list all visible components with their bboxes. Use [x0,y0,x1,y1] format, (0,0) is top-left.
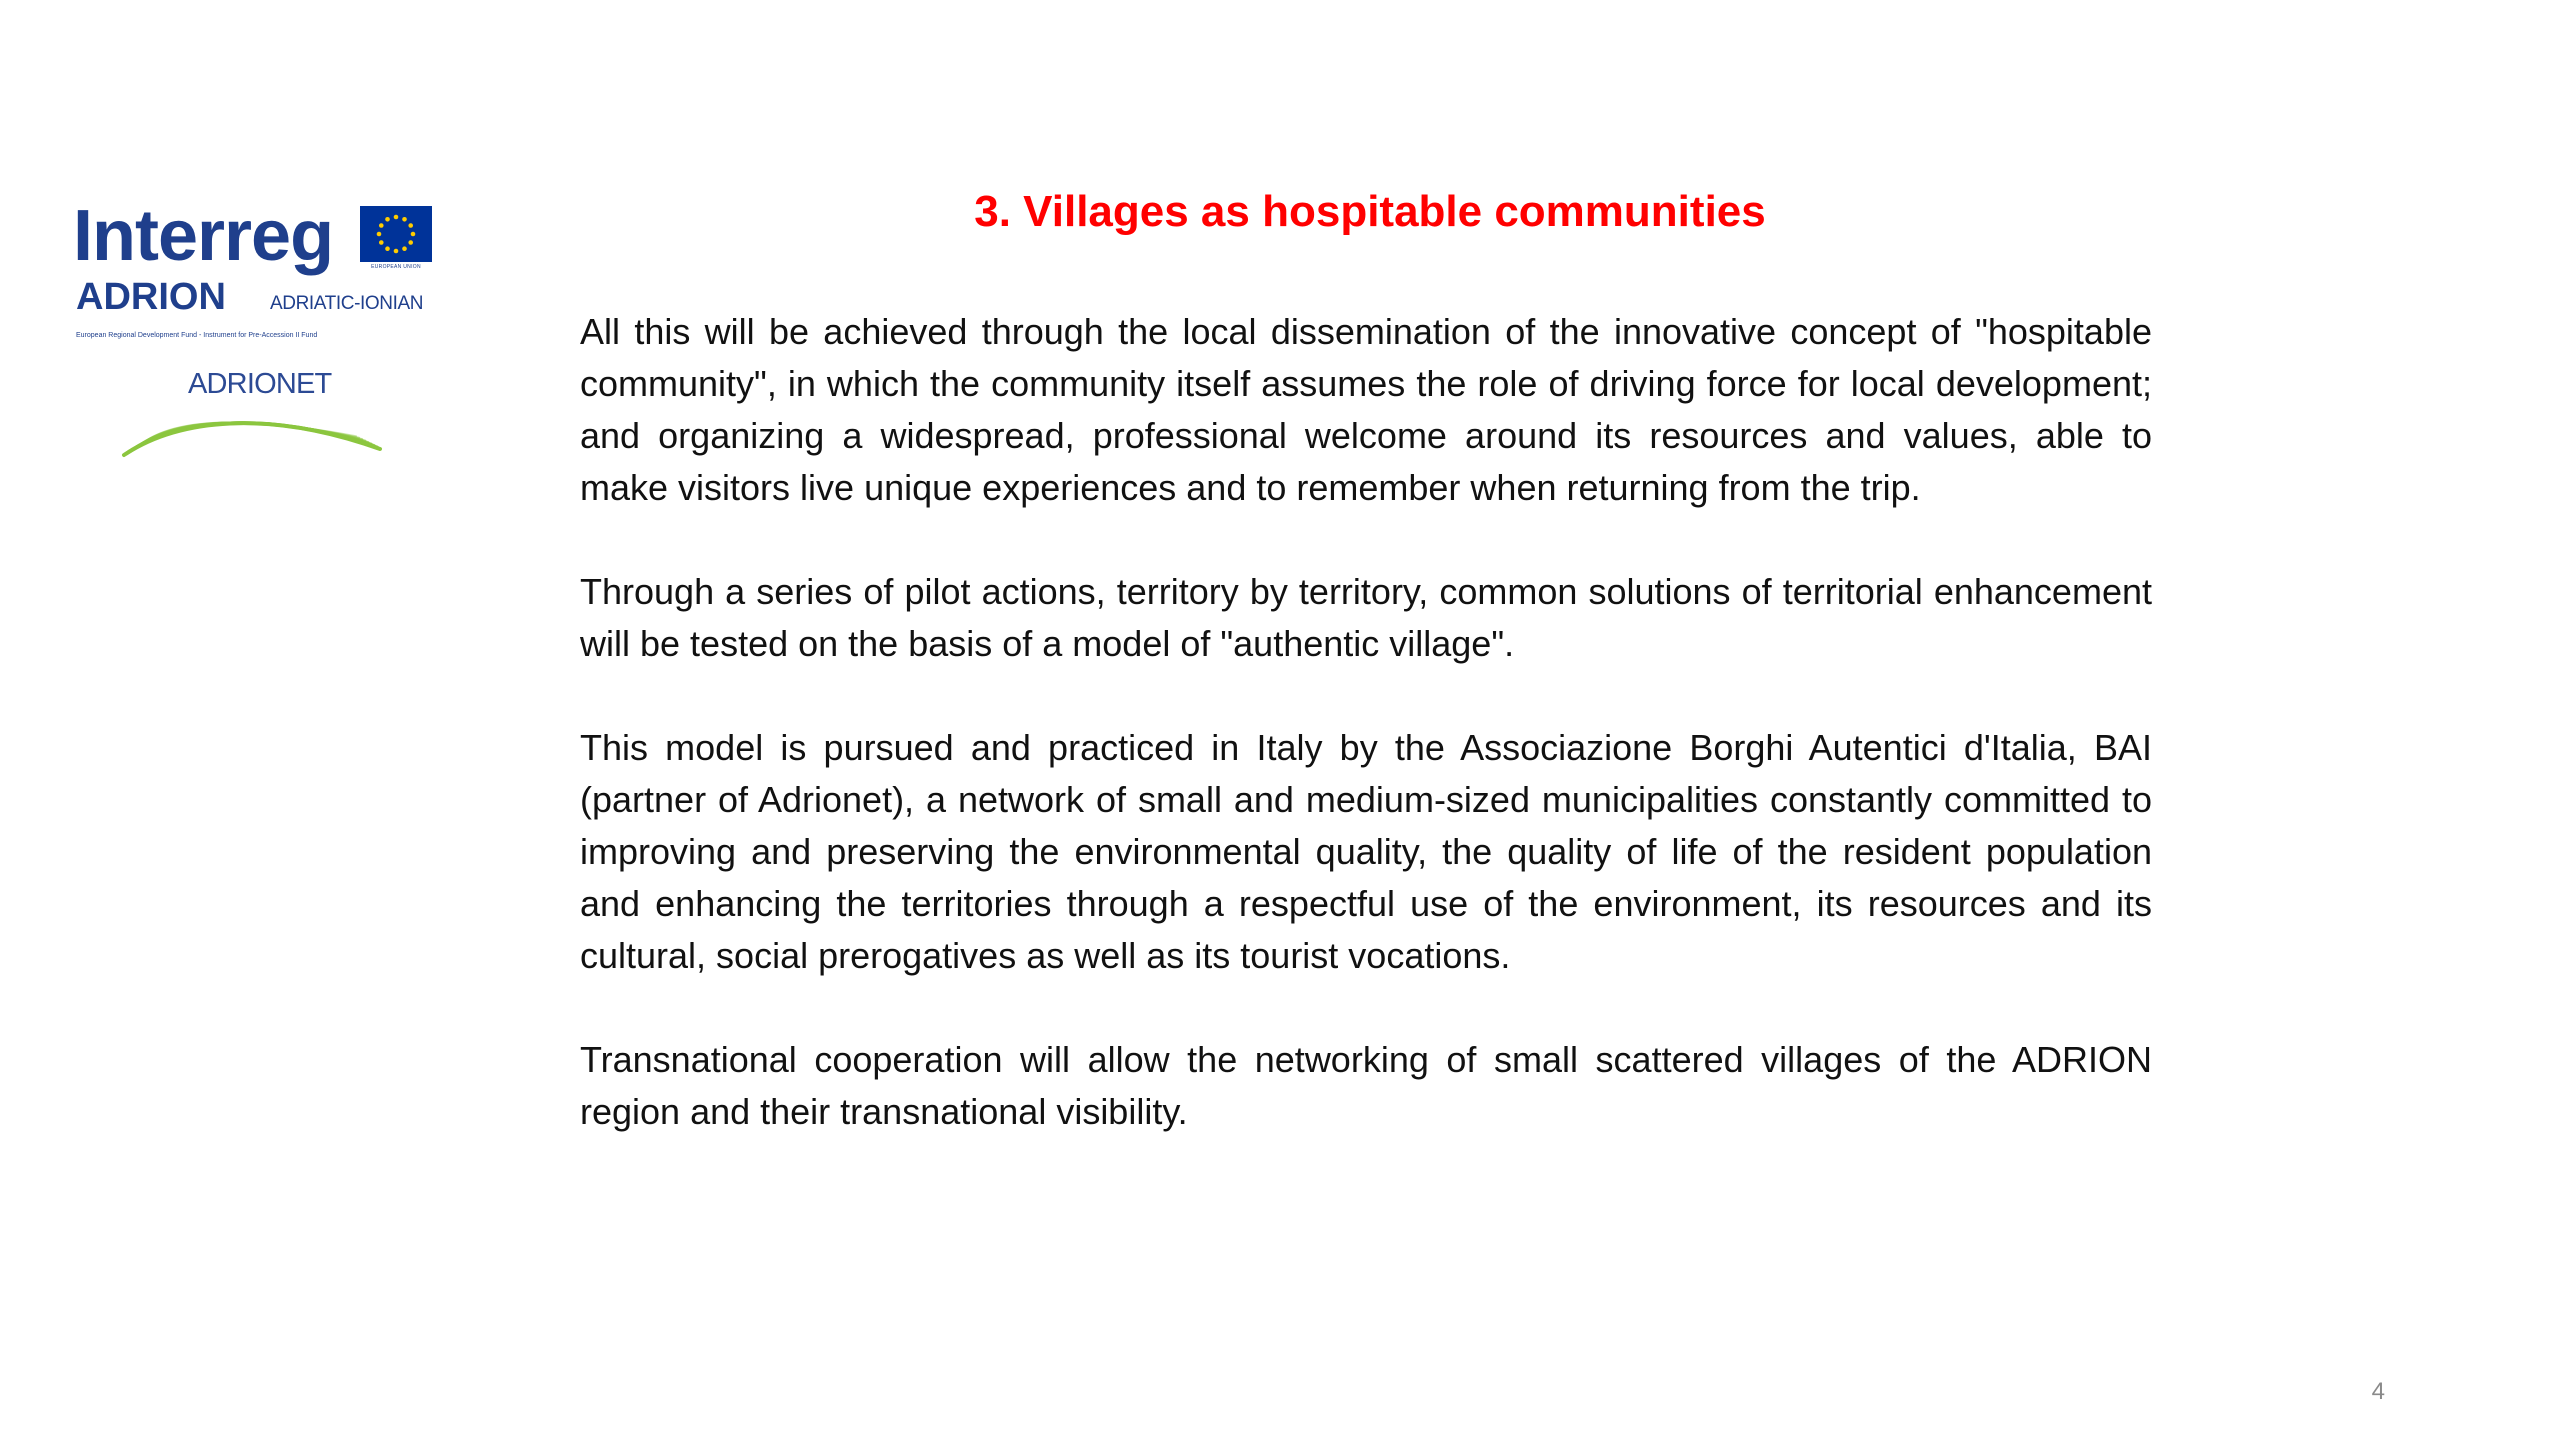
paragraph-2: Through a series of pilot actions, territory by territory, common solutions of territorial enhancement will be tested on the basis of a model of "authentic village". [580,571,2152,664]
eu-star-icon [408,223,413,228]
eu-star-icon [385,246,390,251]
logo-project-name: ADRIONET [188,368,332,400]
page-number: 4 [2371,1378,2385,1405]
eu-star-icon [408,240,413,245]
swoosh-stroke [124,423,380,455]
logo-adrion-text: ADRION [76,276,226,318]
eu-star-icon [379,223,384,228]
swoosh-stroke [128,423,374,453]
eu-star-icon [402,217,407,222]
logo-fund-line: European Regional Development Fund - Instrument for Pre-Accession II Fund [76,332,318,339]
interreg-adrion-logo [70,196,440,470]
eu-star-icon [379,240,384,245]
eu-star-icon [377,232,382,237]
paragraph-4: Transnational cooperation will allow the networking of small scattered villages of the ADRION region and their transnational visibility. [580,1039,2152,1132]
paragraph-1: All this will be achieved through the local dissemination of the innovative concept of "hospitable community", in which the community itself assumes the role of driving force for local development; and organizing a widespread, professional welcome around its resources and values, able to make visitors live unique experiences and to remember when returning from the trip. [580,311,2152,508]
logo-adriatic-ionian-text: ADRIATIC-IONIAN [270,293,424,314]
eu-star-icon [385,217,390,222]
eu-star-icon [411,232,416,237]
eu-star-icon [394,215,399,220]
swoosh-stroke [126,423,377,454]
slide-body [580,306,2152,1138]
eu-flag-icon [360,206,432,262]
slide-title: 3. Villages as hospitable communities [974,187,1766,236]
eu-star-icon [402,246,407,251]
eu-caption: EUROPEAN UNION [371,264,421,270]
paragraph-3: This model is pursued and practiced in Italy by the Associazione Borghi Autentici d'Italia, BAI (partner of Adrionet), a network of small and medium-sized municipalities constantly committed to improving and preserving the environmental quality, the quality of life of the resident population and enhancing the territories through a respectful use of the environment, its resources and its cultural, social prerogatives as well as its tourist vocations. [580,727,2152,976]
adrionet-swoosh-icon [118,405,388,465]
eu-star-icon [394,249,399,254]
logo-interreg-text: Interreg [73,196,334,276]
